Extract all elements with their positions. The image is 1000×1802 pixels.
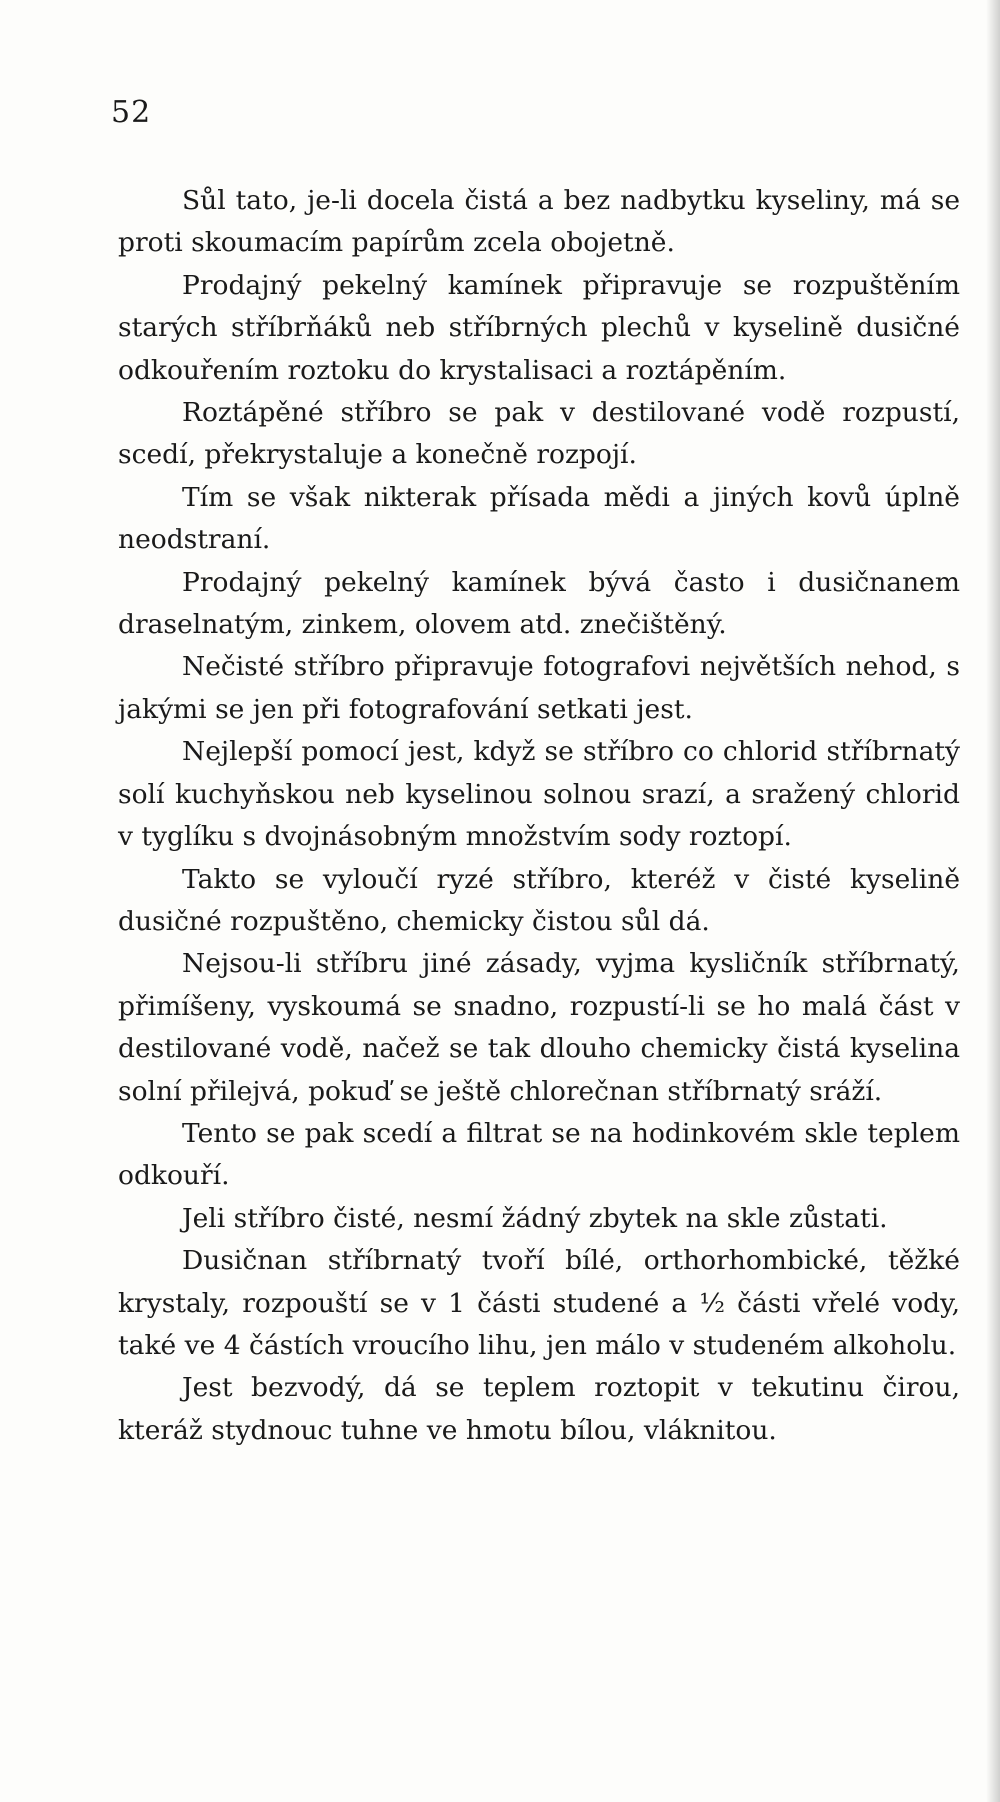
paragraph: Tento se pak scedí a filtrat se na hodinkovém skle teplem odkouří. [118,1117,960,1192]
paragraph: Prodajný pekelný kamínek připravuje se rozpuštěním starých stříbrňáků neb stříbrných plechů v kyselině dusičné odkouřením roztoku do krystalisaci a roztápěním. [118,269,960,386]
paragraph: Jest bezvodý, dá se teplem roztopit v tekutinu čirou, kteráž stydnouc tuhne ve hmotu bílou, vláknitou. [118,1372,960,1446]
page-number: 52 [111,95,152,130]
body-text [118,180,960,1452]
paragraph: Nejsou-li stříbru jiné zásady, vyjma kysličník stříbrnatý, přimíšeny, vyskoumá se snadno, rozpustí-li se ho malá část v destilované vodě, načež se tak dlouho chemicky čistá kyselina solní přilejvá, pokuď se ještě chlorečnan stříbrnatý sráží. [118,948,960,1107]
paragraph: Tím se však nikterak přísada mědi a jiných kovů úplně neodstraní. [118,481,960,556]
page-edge-shadow [986,0,1000,1802]
paragraph: Nejlepší pomocí jest, když se stříbro co chlorid stříbrnatý solí kuchyňskou neb kyselinou solnou srazí, a sražený chlorid v tyglíku s dvojnásobným množstvím sody roztopí. [118,736,960,853]
paragraph: Prodajný pekelný kamínek bývá často i dusičnanem draselnatým, zinkem, olovem atd. znečištěný. [118,566,960,641]
paragraph: Jeli stříbro čisté, nesmí žádný zbytek na skle zůstati. [182,1202,888,1234]
paragraph: Roztápěné stříbro se pak v destilované vodě rozpustí, scedí, překrystaluje a konečně rozpojí. [118,397,960,471]
paragraph: Dusičnan stříbrnatý tvoří bílé, orthorhombické, těžké krystaly, rozpouští se v 1 části studené a ½ části vřelé vody, také ve 4 částích vroucího lihu, jen málo v studeném alkoholu. [118,1245,960,1361]
paragraph: Nečisté stříbro připravuje fotografovi největších nehod, s jakými se jen při fotografování setkati jest. [118,651,960,725]
paragraph: Sůl tato, je-li docela čistá a bez nadbytku kyseliny, má se proti skoumacím papírům zcela obojetně. [118,185,960,259]
paragraph: Takto se vyloučí ryzé stříbro, kteréž v čisté kyselině dusičné rozpuštěno, chemicky čistou sůl dá. [118,863,960,937]
